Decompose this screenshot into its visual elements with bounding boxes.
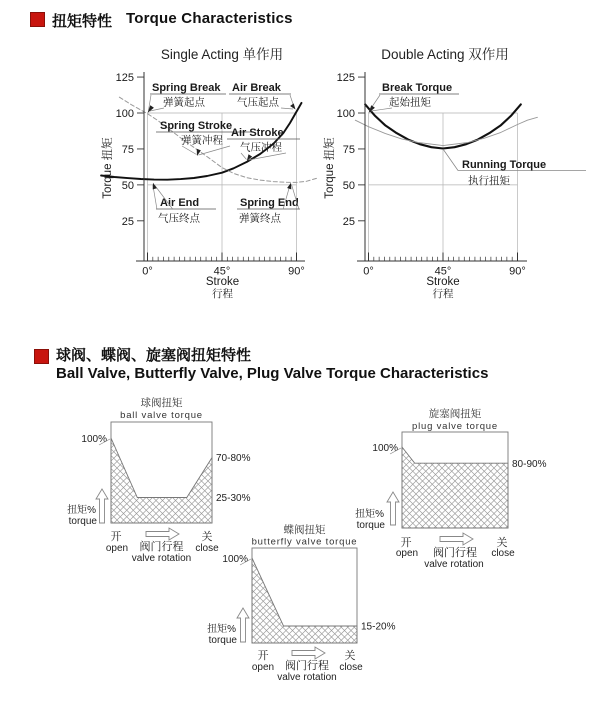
section1-title-zh: 扭矩特性 [52,13,113,30]
torque-up-arrow-icon [237,608,249,642]
torque-up-arrow-icon [96,489,108,523]
callout-air-break [229,82,296,110]
svg-text:Running Torque: Running Torque [462,159,547,171]
rotation-right-arrow-icon [440,533,473,545]
svg-text:气压终点: 气压终点 [158,212,200,225]
section1-title-en: Torque Characteristics [126,10,293,27]
rotation-right-arrow-icon [146,528,179,540]
y-label-zh: 扭矩% [207,624,236,635]
x-label-zh: 阀门行程 [433,547,477,559]
y-label-en: torque [208,635,237,646]
svg-text:50: 50 [121,179,134,192]
hatched-torque-area [111,438,212,523]
arrowhead [153,183,157,190]
svg-text:执行扭矩: 执行扭矩 [468,175,510,187]
close-en: close [339,662,363,673]
torque-up-arrow-icon [387,492,399,525]
butterfly-valve-diagram [207,523,395,683]
running-torque-label: 25-30% [216,493,251,504]
svg-text:25: 25 [121,215,134,228]
x-label-en: valve rotation [424,559,484,570]
rotation-right-arrow-icon [292,647,325,659]
svg-text:Spring Break: Spring Break [152,82,221,94]
x-label-en: valve rotation [277,672,337,683]
svg-text:起始扭矩: 起始扭矩 [389,96,431,109]
title-en: ball valve torque [120,410,203,421]
svg-text:100: 100 [115,108,134,120]
callout-running-torque [443,149,586,187]
svg-text:0°: 0° [142,265,153,278]
axes-grid-curves [101,72,316,277]
start-torque-label: 100% [222,554,248,565]
svg-text:90°: 90° [288,265,305,278]
start-torque-label: 100% [372,443,398,454]
svg-text:50: 50 [342,179,355,192]
hatched-torque-area [252,558,357,643]
title-zh: 球阀扭矩 [140,397,183,409]
svg-text:Air Stroke: Air Stroke [231,127,284,139]
open-zh: 开 [110,531,122,543]
x-label-zh: 阀门行程 [139,541,184,553]
running-torque-label: 80-90% [512,459,547,470]
x-axis-title-zh: 行程 [432,288,454,300]
double-acting-chart [322,47,586,300]
svg-text:气压起点: 气压起点 [237,96,279,109]
svg-text:25: 25 [342,215,355,228]
title-en: plug valve torque [412,421,498,432]
callout-spring-break [148,82,227,113]
svg-text:100: 100 [336,108,355,120]
svg-text:弹簧冲程: 弹簧冲程 [181,134,223,147]
callout-air-stroke [227,127,300,161]
svg-text:Air End: Air End [160,197,200,209]
callout-break-torque [369,82,460,113]
start-torque-label: 100% [81,434,107,445]
open-en: open [105,543,129,554]
y-label-zh: 扭矩% [355,509,384,520]
x-label-zh: 阀门行程 [285,660,329,672]
end-torque-label: 70-80% [216,453,251,464]
ball-valve-diagram [67,396,250,564]
running-torque-label: 15-20% [361,621,396,633]
svg-text:弹簧起点: 弹簧起点 [163,96,205,109]
title-en: butterfly valve torque [251,536,358,548]
open-en: open [395,548,419,559]
plug-valve-diagram [355,407,546,570]
close-zh: 关 [496,537,508,549]
open-zh: 开 [257,650,269,662]
open-en: open [251,662,275,673]
svg-text:75: 75 [121,143,134,156]
chart-title: Double Acting 双作用 [381,47,509,62]
single-acting-chart [100,47,316,300]
close-zh: 关 [344,650,356,662]
close-en: close [195,543,219,554]
y-label-en: torque [68,516,97,527]
x-axis-title-zh: 行程 [212,288,233,300]
svg-text:Spring Stroke: Spring Stroke [160,120,233,132]
x-axis-title-en: Stroke [426,276,460,288]
open-zh: 开 [400,537,412,549]
callout-spring-end [237,183,300,225]
svg-text:75: 75 [342,143,355,156]
hatched-torque-area [402,447,508,528]
title-zh: 蝶阀扭矩 [283,524,326,536]
close-zh: 关 [201,531,213,543]
svg-text:125: 125 [336,72,355,85]
svg-text:45°: 45° [434,265,452,278]
arrowhead [287,183,291,190]
x-axis-title-en: Stroke [205,276,240,288]
svg-text:125: 125 [115,72,134,85]
svg-text:45°: 45° [213,265,231,278]
y-axis-title: Torque 扭矩 [324,137,336,199]
svg-text:0°: 0° [363,265,374,278]
svg-text:气压冲程: 气压冲程 [240,141,282,154]
section2-title-en: Ball Valve, Butterfly Valve, Plug Valve Torque Characteristics [56,365,489,382]
svg-text:Air Break: Air Break [232,82,281,94]
svg-text:弹簧终点: 弹簧终点 [239,212,281,225]
svg-text:Spring End: Spring End [240,197,299,209]
svg-text:90°: 90° [509,265,526,278]
chart-title: Single Acting 单作用 [160,47,284,62]
y-label-en: torque [356,520,385,531]
title-zh: 旋塞阀扭矩 [428,408,482,420]
close-en: close [491,548,515,559]
section2-title-zh: 球阀、蝶阀、旋塞阀扭矩特性 [56,347,252,364]
y-axis-title: Torque 扭矩 [102,137,114,199]
callout-air-end [153,183,216,225]
x-label-en: valve rotation [131,553,192,564]
svg-text:Break Torque: Break Torque [382,82,453,94]
y-label-zh: 扭矩% [67,505,96,516]
